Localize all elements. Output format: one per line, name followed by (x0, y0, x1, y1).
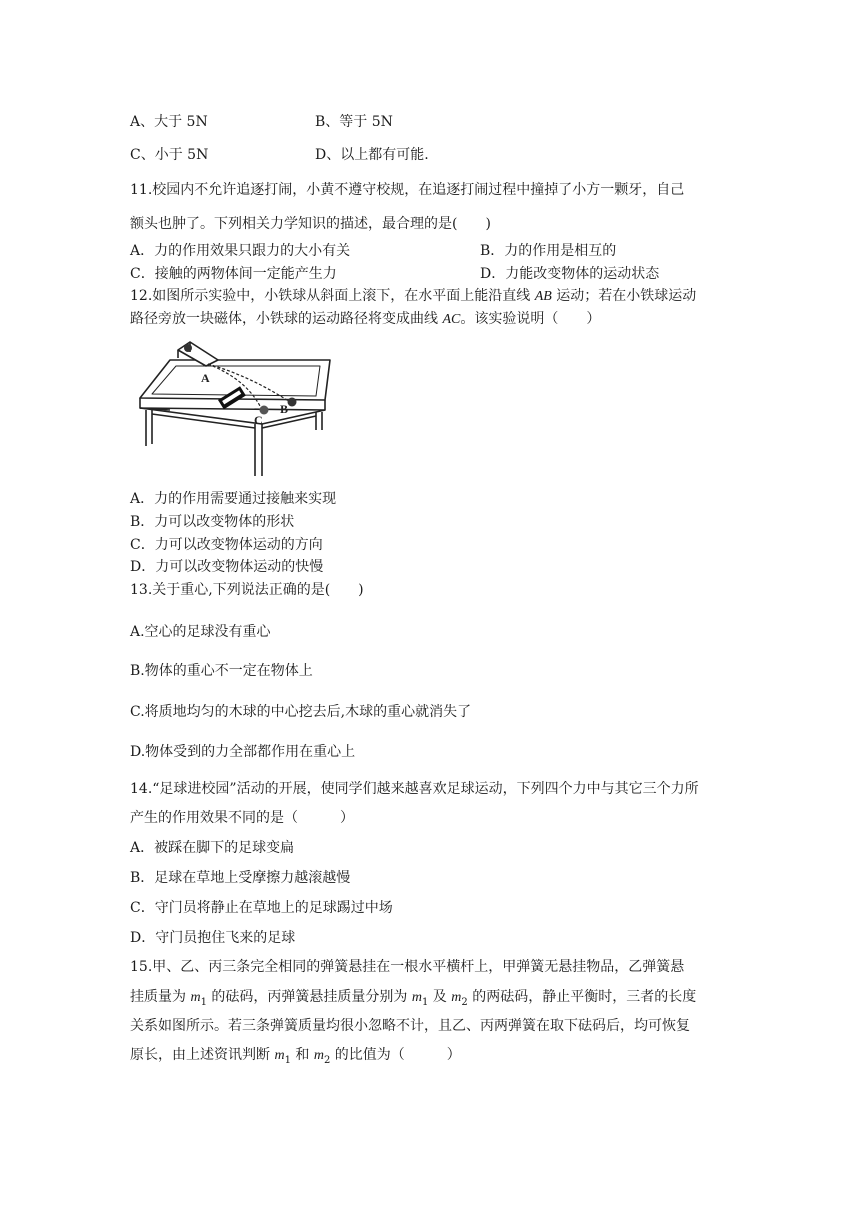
label-a: A (201, 371, 210, 385)
q12-stem-line1: 12.如图所示实验中，小铁球从斜面上滚下，在水平面上能沿直线 AB 运动；若在小铁球运动 (130, 288, 697, 304)
ball-at-b (288, 398, 297, 407)
q10-option-b: B、等于 5N (315, 114, 393, 130)
q11-option-a: A．力的作用效果只跟力的大小有关 (130, 243, 351, 259)
q11-option-d: D．力能改变物体的运动状态 (480, 266, 660, 282)
q13-option-a: A.空心的足球没有重心 (130, 624, 271, 640)
q14-option-c: C．守门员将静止在草地上的足球踢过中场 (130, 900, 393, 916)
q12-option-c: C．力可以改变物体运动的方向 (130, 537, 323, 553)
q12-option-b: B．力可以改变物体的形状 (130, 514, 295, 530)
q12-option-a: A．力的作用需要通过接触来实现 (130, 491, 337, 507)
q12-stem-line2: 路径旁放一块磁体，小铁球的运动路径将变成曲线 AC。该实验说明（ ） (130, 311, 601, 327)
q15-line2: 挂质量为 $m_1$ 的砝码，丙弹簧悬挂质量分别为 $m_1$ 及 $m_2$ 的两砝码，静止平衡时，三者的长度 (130, 989, 697, 1008)
label-b: B (280, 402, 289, 416)
q13-option-d: D.物体受到的力全部都作用在重心上 (130, 744, 356, 760)
label-c: C (254, 413, 263, 427)
q14-option-d: D．守门员抱住飞来的足球 (130, 930, 296, 946)
q15-line4: 原长，由上述资讯判断 $m_1$ 和 $m_2$ 的比值为（ ） (130, 1047, 461, 1066)
path-ac (208, 364, 262, 410)
q10-option-d: D、以上都有可能. (315, 147, 429, 163)
q13-option-b: B.物体的重心不一定在物体上 (130, 663, 313, 679)
q13-stem: 13.关于重心,下列说法正确的是( ) (130, 582, 364, 598)
q15-line3: 关系如图所示。若三条弹簧质量均很小忽略不计，且乙、丙两弹簧在取下砝码后，均可恢复 (130, 1018, 690, 1034)
q14-option-b: B．足球在草地上受摩擦力越滚越慢 (130, 870, 351, 886)
q10-option-a: A、大于 5N (130, 114, 208, 130)
q10-option-c: C、小于 5N (130, 147, 209, 163)
q11-option-c: C．接触的两物体间一定能产生力 (130, 266, 337, 282)
q14-stem-line1: 14.“足球进校园”活动的开展，使同学们越来越喜欢足球运动，下列四个力中与其它三个力所 (130, 781, 699, 797)
iron-ball-start (184, 344, 192, 352)
q13-option-c: C.将质地均匀的木球的中心挖去后,木球的重心就消失了 (130, 704, 472, 720)
q12-figure-table-magnet (130, 338, 335, 478)
q11-stem-line1: 11.校园内不允许追逐打闹，小黄不遵守校规，在追逐打闹过程中撞掉了小方一颗牙，自己 (130, 182, 685, 198)
q12-option-d: D．力可以改变物体运动的快慢 (130, 559, 324, 575)
q11-option-b: B．力的作用是相互的 (480, 243, 617, 259)
q11-stem-line2: 额头也肿了。下列相关力学知识的描述，最合理的是( ) (130, 216, 491, 232)
q14-stem-line2: 产生的作用效果不同的是（ ） (130, 810, 354, 826)
path-ab (208, 364, 290, 402)
q14-option-a: A．被踩在脚下的足球变扁 (130, 840, 295, 856)
magnet (218, 386, 246, 409)
q15-line1: 15.甲、乙、丙三条完全相同的弹簧悬挂在一根水平横杆上，甲弹簧无悬挂物品，乙弹簧悬 (130, 959, 685, 975)
